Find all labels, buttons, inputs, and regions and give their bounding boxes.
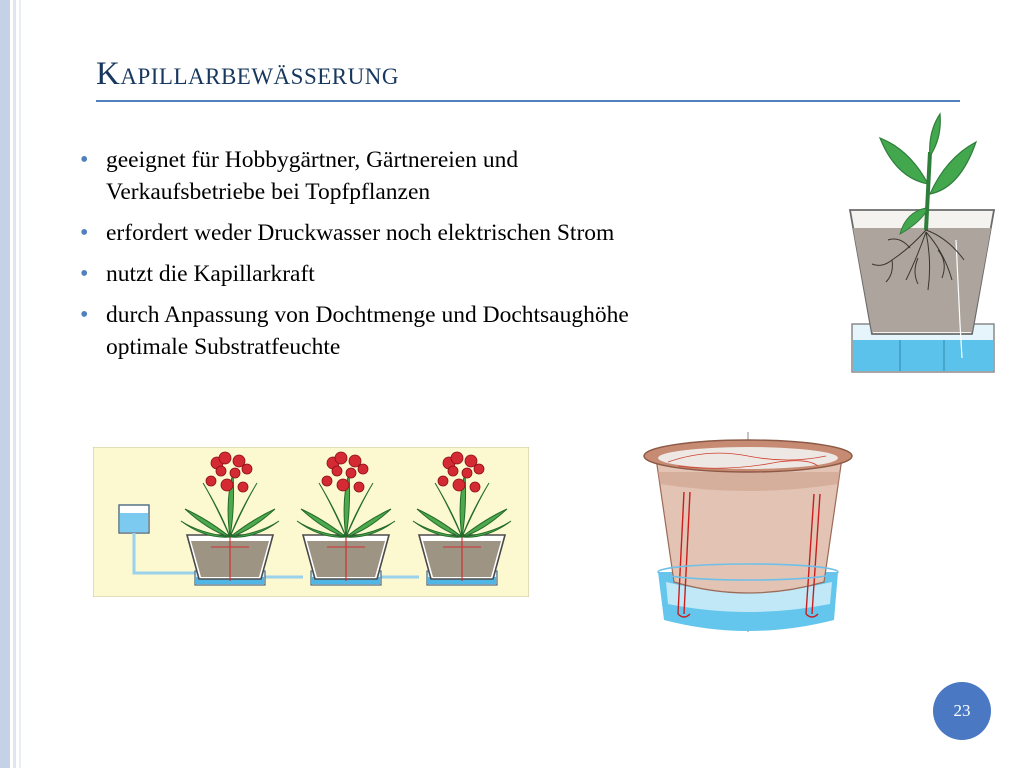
bullet-text: nutzt die Kapillarkraft	[106, 261, 315, 287]
bullet-dot-icon: •	[80, 220, 89, 246]
side-stripe-thin	[13, 0, 16, 768]
page-number-badge	[933, 682, 991, 740]
bullet-dot-icon: •	[80, 147, 89, 173]
bullet-item	[80, 258, 840, 290]
bullet-text-continuation: Verkaufsbetriebe bei Topfpflanzen	[106, 179, 431, 205]
pot-row-reservoir-illustration	[93, 447, 529, 597]
bullet-text: erfordert weder Druckwasser noch elektrischen Strom	[106, 220, 615, 246]
side-stripe	[0, 0, 10, 768]
bullet-dot-icon: •	[80, 302, 89, 328]
plant-pot-water-illustration	[848, 112, 996, 374]
bullet-list	[80, 144, 840, 372]
title-underline	[96, 100, 960, 102]
page-number: 23	[953, 701, 971, 720]
bullet-text: durch Anpassung von Dochtmenge und Dochtsaughöhe	[106, 302, 629, 328]
bullet-text: geeignet für Hobbygärtner, Gärtnereien und	[106, 147, 519, 173]
bullet-item	[80, 144, 840, 208]
bullet-item	[80, 299, 840, 363]
bullet-dot-icon: •	[80, 261, 89, 287]
wick-pot-illustration	[638, 432, 860, 640]
slide-title: Kapillarbewässerung	[96, 56, 399, 92]
side-stripe-thinner	[19, 0, 21, 768]
bullet-text-continuation: optimale Substratfeuchte	[106, 334, 341, 360]
bullet-item	[80, 217, 840, 249]
